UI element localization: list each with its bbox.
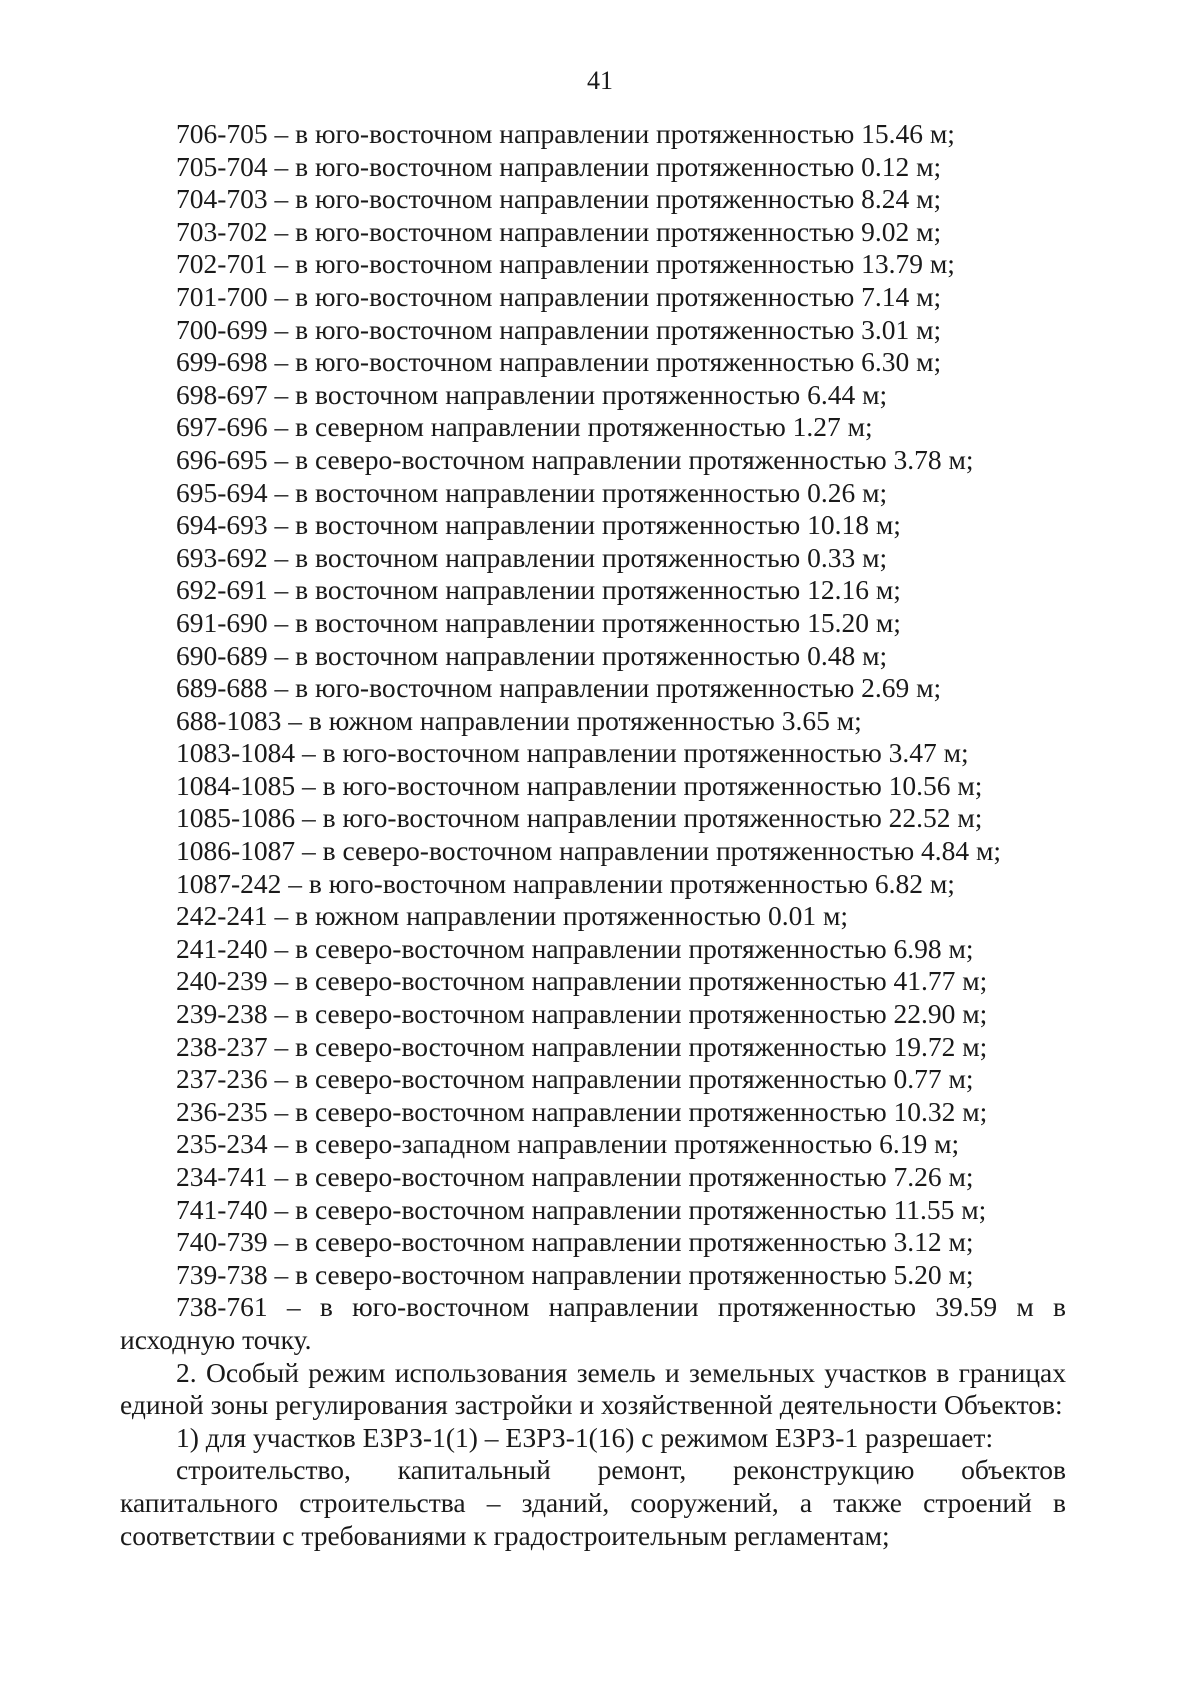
- boundary-segment: 1085-1086 – в юго-восточном направлении протяженностью 22.52 м;: [176, 802, 983, 834]
- boundary-segment: 236-235 – в северо-восточном направлении протяженностью 10.32 м;: [176, 1095, 988, 1127]
- boundary-segment: 1083-1084 – в юго-восточном направлении протяженностью 3.47 м;: [176, 737, 969, 769]
- boundary-segment: 703-702 – в юго-восточном направлении протяженностью 9.02 м;: [176, 215, 942, 247]
- boundary-segment: 1084-1085 – в юго-восточном направлении протяженностью 10.56 м;: [176, 769, 983, 801]
- boundary-segment: 696-695 – в северо-восточном направлении протяженностью 3.78 м;: [176, 443, 974, 475]
- item-1-paragraph: 1) для участков ЕЗРЗ-1(1) – ЕЗРЗ-1(16) с режимом ЕЗРЗ-1 разрешает:: [176, 1421, 994, 1453]
- boundary-segment: 702-701 – в юго-восточном направлении протяженностью 13.79 м;: [176, 248, 955, 280]
- boundary-segment: 692-691 – в восточном направлении протяженностью 12.16 м;: [176, 574, 901, 606]
- boundary-segment: 688-1083 – в южном направлении протяженностью 3.65 м;: [176, 704, 862, 736]
- boundary-segment: 740-739 – в северо-восточном направлении протяженностью 3.12 м;: [176, 1226, 974, 1258]
- boundary-segment: 706-705 – в юго-восточном направлении протяженностью 15.46 м;: [176, 118, 955, 149]
- boundary-segment: 739-738 – в северо-восточном направлении протяженностью 5.20 м;: [176, 1258, 974, 1290]
- boundary-segment: 741-740 – в северо-восточном направлении протяженностью 11.55 м;: [176, 1193, 987, 1225]
- boundary-segment: 240-239 – в северо-восточном направлении протяженностью 41.77 м;: [176, 965, 988, 997]
- boundary-segment: 690-689 – в восточном направлении протяженностью 0.48 м;: [176, 639, 888, 671]
- boundary-segment: 698-697 – в восточном направлении протяженностью 6.44 м;: [176, 378, 888, 410]
- boundary-segment: 691-690 – в восточном направлении протяженностью 15.20 м;: [176, 606, 901, 638]
- boundary-segment: 695-694 – в восточном направлении протяженностью 0.26 м;: [176, 476, 888, 508]
- boundary-segment: 693-692 – в восточном направлении протяженностью 0.33 м;: [176, 541, 888, 573]
- section-2-paragraph: 2. Особый режим использования земель и земельных участков в границах единой зоны регулирования застройки и хозяйственной деятельности Объектов:: [120, 1356, 1066, 1421]
- boundary-segment: 689-688 – в юго-восточном направлении протяженностью 2.69 м;: [176, 672, 942, 704]
- document-body: [120, 118, 1066, 1552]
- boundary-segment: 242-241 – в южном направлении протяженностью 0.01 м;: [176, 900, 849, 932]
- boundary-segment: 704-703 – в юго-восточном направлении протяженностью 8.24 м;: [176, 183, 942, 215]
- item-1-text-paragraph: строительство, капитальный ремонт, реконструкцию объектов капитального строительства – зданий, сооружений, а также строений в соответствии с требованиями к градостроительным регламентам;: [120, 1454, 1066, 1551]
- boundary-segment: 1087-242 – в юго-восточном направлении протяженностью 6.82 м;: [176, 867, 955, 899]
- boundary-segment: 700-699 – в юго-восточном направлении протяженностью 3.01 м;: [176, 313, 942, 345]
- boundary-segment: 705-704 – в юго-восточном направлении протяженностью 0.12 м;: [176, 150, 942, 182]
- boundary-segment: 235-234 – в северо-западном направлении протяженностью 6.19 м;: [176, 1128, 960, 1160]
- page-number: 41: [587, 66, 613, 95]
- boundary-segment: 694-693 – в восточном направлении протяженностью 10.18 м;: [176, 509, 901, 541]
- boundary-segment: 239-238 – в северо-восточном направлении протяженностью 22.90 м;: [176, 998, 988, 1030]
- boundary-segment: 697-696 – в северном направлении протяженностью 1.27 м;: [176, 411, 873, 443]
- boundary-segment: 1086-1087 – в северо-восточном направлении протяженностью 4.84 м;: [176, 835, 1002, 867]
- boundary-segment: 237-236 – в северо-восточном направлении протяженностью 0.77 м;: [176, 1063, 974, 1095]
- boundary-segment: 238-237 – в северо-восточном направлении протяженностью 19.72 м;: [176, 1030, 988, 1062]
- boundary-segment: 241-240 – в северо-восточном направлении протяженностью 6.98 м;: [176, 932, 974, 964]
- final-boundary-segment: 738-761 – в юго-восточном направлении протяженностью 39.59 м в исходную точку.: [120, 1291, 1066, 1355]
- boundary-segment-list: [120, 118, 1066, 1291]
- boundary-segment: 234-741 – в северо-восточном направлении протяженностью 7.26 м;: [176, 1161, 974, 1192]
- boundary-segment: 699-698 – в юго-восточном направлении протяженностью 6.30 м;: [176, 346, 942, 378]
- boundary-segment: 701-700 – в юго-восточном направлении протяженностью 7.14 м;: [176, 280, 942, 312]
